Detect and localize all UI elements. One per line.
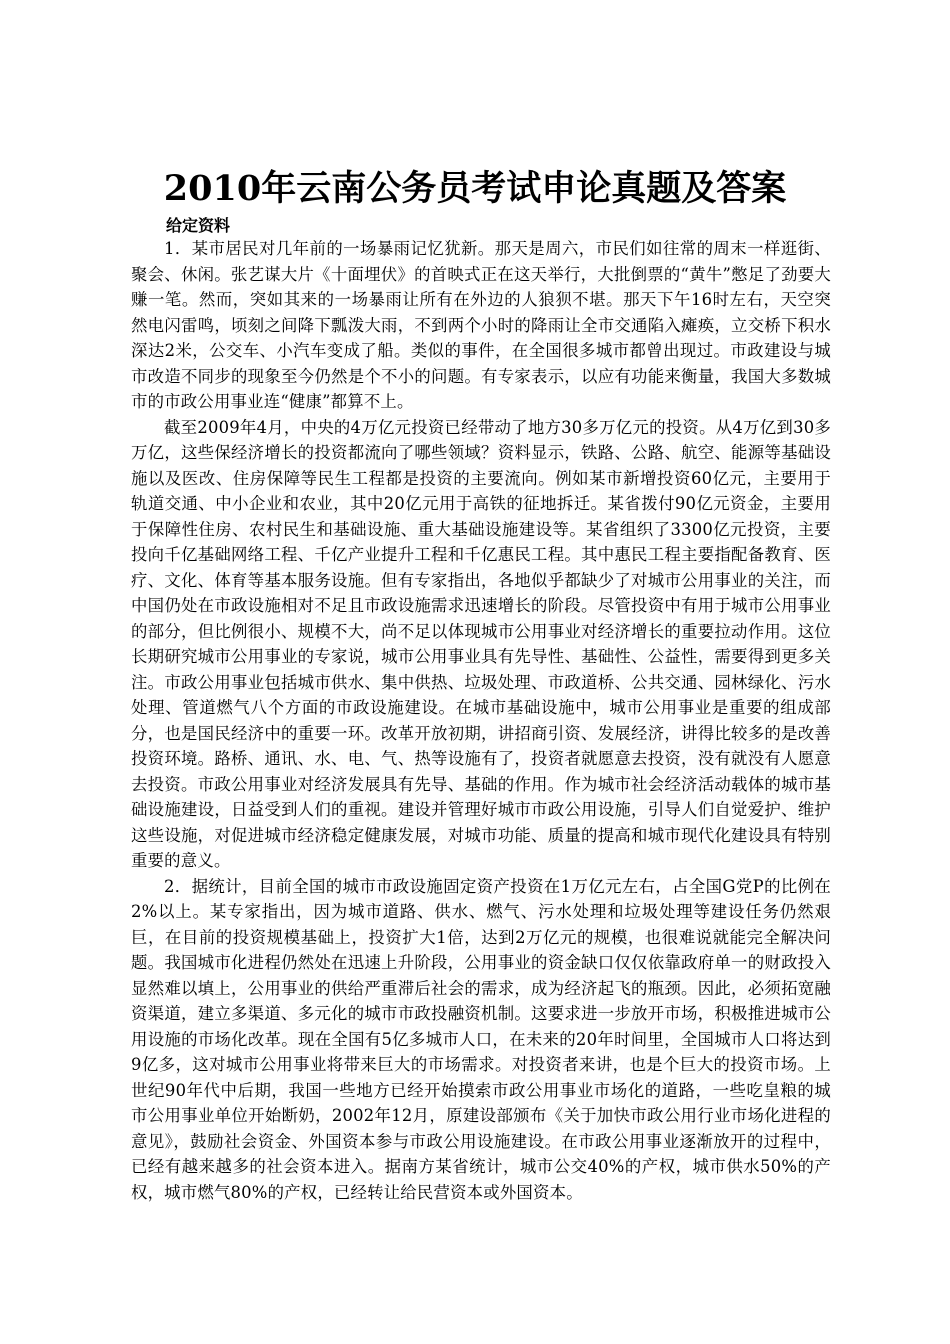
- paragraph-2: 截至2009年4月，中央的4万亿元投资已经带动了地方30多万亿元的投资。从4万亿到30多万亿，这些保经济增长的投资都流向了哪些领域？资料显示，铁路、公路、航空、能源等基础设施以及医改、住房保障等民生工程都是投资的主要流向。例如某市新增投资60亿元，主要用于轨道交通、中小企业和农业，其中20亿元用于高铁的征地拆迁。某省拨付90亿元资金，主要用于保障性住房、农村民生和基础设施、重大基础设施建设等。某省组织了3300亿元投资，主要投向千亿基础网络工程、千亿产业提升工程和千亿惠民工程。其中惠民工程主要指配备教育、医疗、文化、体育等基本服务设施。但有专家指出，各地似乎都缺少了对城市公用事业的关注，而中国仍处在市政设施相对不足且市政设施需求迅速增长的阶段。尽管投资中有用于城市公用事业的部分，但比例很小、规模不大，尚不足以体现城市公用事业对经济增长的重要拉动作用。这位长期研究城市公用事业的专家说，城市公用事业具有先导性、基础性、公益性，需要得到更多关注。市政公用事业包括城市供水、集中供热、垃圾处理、市政道桥、公共交通、园林绿化、污水处理、管道燃气八个方面的市政设施建设。在城市基础设施中，城市公用事业是重要的组成部分，也是国民经济中的重要一环。改革开放初期，讲招商引资、发展经济，讲得比较多的是改善投资环境。路桥、通讯、水、电、气、热等设施有了，投资者就愿意去投资，没有就没有人愿意去投资。市政公用事业对经济发展具有先导、基础的作用。作为城市社会经济活动载体的城市基础设施建设，日益受到人们的重视。建设并管理好城市市政公用设施，引导人们自觉爱护、维护这些设施，对促进城市经济稳定健康发展，对城市功能、质量的提高和城市现代化建设具有特别重要的意义。: [131, 417, 831, 870]
- paragraph-1: 1．某市居民对几年前的一场暴雨记忆犹新。那天是周六，市民们如往常的周末一样逛街、聚会、休闲。张艺谋大片《十面埋伏》的首映式正在这天举行，大批倒票的“黄牛”憋足了劲要大赚一笔。然而，突如其来的一场暴雨让所有在外边的人狼狈不堪。那天下午16时左右，天空突然电闪雷鸣，顷刻之间降下瓢泼大雨，不到两个小时的降雨让全市交通陷入瘫痪，立交桥下积水深达2米，公交车、小汽车变成了船。类似的事件，在全国很多城市都曾出现过。市政建设与城市改造不同步的现象至今仍然是个不小的问题。有专家表示，以应有功能来衡量，我国大多数城市的市政公用事业连“健康”都算不上。: [131, 239, 831, 411]
- document-title: 2010年云南公务员考试申论真题及答案: [163, 168, 787, 209]
- paragraph-3: 2．据统计，目前全国的城市市政设施固定资产投资在1万亿元左右，占全国G党P的比例在2%以上。某专家指出，因为城市道路、供水、燃气、污水处理和垃圾处理等建设任务仍然艰巨，在目前的投资规模基础上，投资扩大1倍，达到2万亿元的规模，也很难说就能完全解决问题。我国城市化进程仍然处在迅速上升阶段，公用事业的资金缺口仅仅依靠政府单一的财政投入显然难以填上，公用事业的供给严重滞后社会的需求，成为经济起飞的瓶颈。因此，必须拓宽融资渠道，建立多渠道、多元化的城市市政投融资机制。这要求进一步放开市场，积极推进城市公用设施的市场化改革。现在全国有5亿多城市人口，在未来的20年时间里，全国城市人口将达到9亿多，这对城市公用事业将带来巨大的市场需求。对投资者来讲，也是个巨大的投资市场。上世纪90年代中后期，我国一些地方已经开始摸索市政公用事业市场化的道路，一些吃皇粮的城市公用事业单位开始断奶，2002年12月，原建设部颁布《关于加快市政公用行业市场化进程的意见》，鼓励社会资金、外国资本参与市政公用设施建设。在市政公用事业逐渐放开的过程中，已经有越来越多的社会资本进入。据南方某省统计，城市公交40%的产权，城市供水50%的产权，城市燃气80%的产权，已经转让给民营资本或外国资本。: [131, 876, 831, 1202]
- document-body: [131, 236, 831, 1205]
- section-heading: 给定资料: [166, 216, 231, 235]
